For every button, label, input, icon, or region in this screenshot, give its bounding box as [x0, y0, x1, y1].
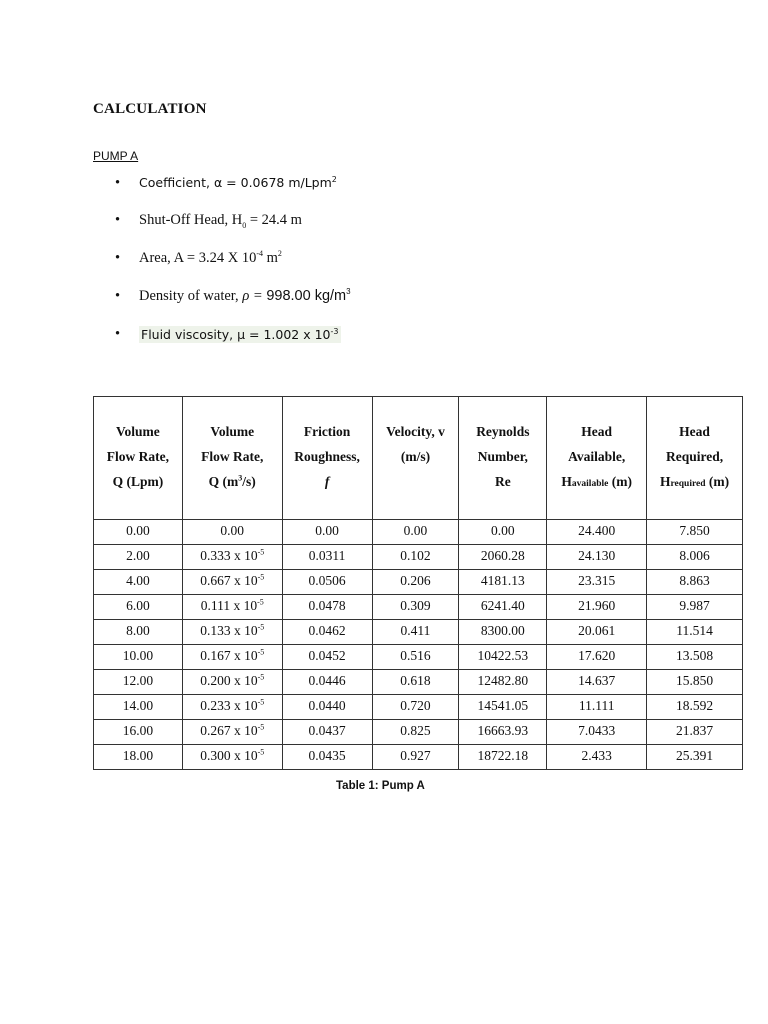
shutoff-value: = 24.4 m — [246, 212, 302, 228]
text: x 10 — [233, 648, 258, 663]
coefficient-text: Coefficient, α = 0.0678 m/Lpm — [139, 175, 332, 190]
column-header — [182, 397, 282, 520]
table-cell: 8.006 — [647, 545, 743, 570]
text: -5 — [257, 697, 265, 707]
table-cell: 14.00 — [94, 695, 183, 720]
table-cell: 7.0433 — [547, 720, 647, 745]
text: 0.333 — [200, 548, 231, 563]
table-cell: 4181.13 — [459, 570, 547, 595]
density-text: Density of water, — [139, 288, 243, 304]
table-cell — [182, 720, 282, 745]
text: -5 — [257, 622, 265, 632]
table-cell: 8.863 — [647, 570, 743, 595]
text: Roughness, — [294, 449, 360, 464]
table-cell — [182, 745, 282, 770]
text: (m/s) — [400, 449, 431, 464]
table-cell: 11.111 — [547, 695, 647, 720]
table-cell: 0.825 — [372, 720, 459, 745]
density-value: 998.00 — [266, 288, 311, 304]
table-cell: 6241.40 — [459, 595, 547, 620]
text: x 10 — [233, 748, 258, 763]
rho-symbol: ρ = — [242, 288, 267, 304]
text: -5 — [257, 747, 265, 757]
table-cell: 0.00 — [94, 520, 183, 545]
table-row — [94, 620, 743, 645]
table-row — [94, 645, 743, 670]
text: -5 — [257, 572, 265, 582]
table-cell: 0.720 — [372, 695, 459, 720]
exponent: -4 — [256, 249, 263, 259]
table-cell: 24.130 — [547, 545, 647, 570]
viscosity-text: Fluid viscosity, μ = 1.002 x 10 — [141, 327, 331, 342]
table-cell: 0.0311 — [282, 545, 372, 570]
text: Volume — [210, 424, 255, 439]
table-cell — [182, 595, 282, 620]
table-cell — [182, 645, 282, 670]
table-cell: 8.00 — [94, 620, 183, 645]
shutoff-text: Shut-Off Head, H — [139, 212, 243, 228]
text: Friction — [303, 424, 351, 439]
text: Volume — [116, 424, 160, 439]
text: Velocity, v — [386, 424, 445, 439]
density-unit: kg/m — [310, 288, 347, 304]
table-cell: 0.0452 — [282, 645, 372, 670]
table-cell: 4.00 — [94, 570, 183, 595]
text: 0.133 — [200, 623, 231, 638]
table-cell: 0.0435 — [282, 745, 372, 770]
table-cell: 0.618 — [372, 670, 459, 695]
text: (m) — [608, 474, 632, 489]
table-cell: 0.927 — [372, 745, 459, 770]
table-cell — [182, 695, 282, 720]
table-cell: 8300.00 — [459, 620, 547, 645]
subscript: 0 — [242, 220, 247, 230]
text: Flow Rate, — [106, 449, 170, 464]
table-cell: 23.315 — [547, 570, 647, 595]
text: 0.300 — [200, 748, 231, 763]
table-cell: 2.00 — [94, 545, 183, 570]
text: -5 — [257, 647, 265, 657]
table-cell: 9.987 — [647, 595, 743, 620]
text: Number, — [477, 449, 528, 464]
text: 0.267 — [200, 723, 231, 738]
table-row — [94, 695, 743, 720]
text: Q (m — [208, 474, 239, 489]
table-cell: 18.592 — [647, 695, 743, 720]
exponent: 2 — [331, 174, 337, 184]
text: x 10 — [233, 548, 258, 563]
text: x 10 — [233, 573, 258, 588]
table-cell: 0.00 — [372, 520, 459, 545]
column-header — [94, 397, 183, 520]
table-cell: 14541.05 — [459, 695, 547, 720]
text: Re — [494, 474, 511, 489]
table-cell: 18.00 — [94, 745, 183, 770]
table-cell: 0.102 — [372, 545, 459, 570]
table-cell: 24.400 — [547, 520, 647, 545]
table-cell — [182, 620, 282, 645]
table-cell: 16.00 — [94, 720, 183, 745]
table-cell: 0.00 — [459, 520, 547, 545]
page-heading: CALCULATION — [93, 101, 207, 117]
text: 0.167 — [200, 648, 231, 663]
table-cell: 14.637 — [547, 670, 647, 695]
table-cell: 6.00 — [94, 595, 183, 620]
text: Reynolds — [476, 424, 530, 439]
text: Required, — [665, 449, 724, 464]
area-text: Area, A = 3.24 X 10 — [139, 250, 257, 266]
table-cell: 7.850 — [647, 520, 743, 545]
text: Flow Rate, — [201, 449, 264, 464]
text: required — [670, 479, 706, 489]
table-row — [94, 570, 743, 595]
table-cell: 0.00 — [182, 520, 282, 545]
table-cell: 15.850 — [647, 670, 743, 695]
text: -5 — [257, 547, 265, 557]
text: 0.111 — [200, 598, 231, 613]
column-header — [647, 397, 743, 520]
text: available — [571, 479, 609, 489]
table-cell: 18722.18 — [459, 745, 547, 770]
bullet-icon: • — [115, 326, 121, 342]
table-cell: 0.0506 — [282, 570, 372, 595]
exponent: -3 — [330, 326, 339, 336]
table-row — [94, 745, 743, 770]
column-header — [372, 397, 459, 520]
exponent: 3 — [346, 287, 351, 297]
text: H — [561, 474, 572, 489]
table-cell — [182, 545, 282, 570]
table-cell: 21.960 — [547, 595, 647, 620]
column-header — [282, 397, 372, 520]
table-cell: 0.206 — [372, 570, 459, 595]
table-cell: 21.837 — [647, 720, 743, 745]
table-cell: 0.411 — [372, 620, 459, 645]
table-caption: Table 1: Pump A — [336, 780, 425, 792]
text: Q (Lpm) — [112, 474, 164, 489]
text: -5 — [257, 722, 265, 732]
text: x 10 — [233, 723, 258, 738]
table-cell: 20.061 — [547, 620, 647, 645]
table-cell: 12482.80 — [459, 670, 547, 695]
exponent: 2 — [277, 249, 282, 259]
text: /s) — [242, 474, 256, 489]
table-cell: 2060.28 — [459, 545, 547, 570]
section-title: PUMP A — [93, 149, 139, 163]
table-cell: 13.508 — [647, 645, 743, 670]
table-cell: 0.309 — [372, 595, 459, 620]
table-cell: 16663.93 — [459, 720, 547, 745]
table-cell: 0.516 — [372, 645, 459, 670]
bullet-icon: • — [115, 250, 121, 266]
text: f — [324, 474, 330, 489]
bullet-icon: • — [115, 288, 121, 304]
table-cell: 10422.53 — [459, 645, 547, 670]
area-unit: m — [263, 250, 278, 266]
text: x 10 — [233, 673, 258, 688]
text: Available, — [568, 449, 626, 464]
table-row — [94, 520, 743, 545]
text: 0.233 — [200, 698, 231, 713]
table-cell: 0.0437 — [282, 720, 372, 745]
column-header — [547, 397, 647, 520]
table-cell: 0.0478 — [282, 595, 372, 620]
table-row — [94, 720, 743, 745]
table-row — [94, 670, 743, 695]
text: x 10 — [233, 698, 258, 713]
pump-a-table — [93, 396, 743, 770]
table-cell: 2.433 — [547, 745, 647, 770]
text: 0.200 — [200, 673, 231, 688]
text: (m) — [705, 474, 730, 489]
table-cell: 0.00 — [282, 520, 372, 545]
text: x 10 — [233, 623, 258, 638]
text: -5 — [257, 597, 264, 607]
table-cell: 12.00 — [94, 670, 183, 695]
table-cell: 11.514 — [647, 620, 743, 645]
column-header — [459, 397, 547, 520]
table-cell — [182, 670, 282, 695]
bullet-icon: • — [115, 212, 121, 228]
text: H — [659, 474, 671, 489]
table-cell: 17.620 — [547, 645, 647, 670]
bullet-icon: • — [115, 175, 121, 191]
table-cell: 0.0446 — [282, 670, 372, 695]
table-cell: 0.0440 — [282, 695, 372, 720]
table-row — [94, 545, 743, 570]
text: 3 — [238, 473, 243, 483]
table-cell — [182, 570, 282, 595]
text: 0.667 — [200, 573, 231, 588]
table-cell: 0.0462 — [282, 620, 372, 645]
table-row — [94, 595, 743, 620]
text: x 10 — [233, 598, 258, 613]
text: Head — [581, 424, 613, 439]
table-cell: 10.00 — [94, 645, 183, 670]
table-cell: 25.391 — [647, 745, 743, 770]
text: Head — [679, 424, 710, 439]
text: -5 — [257, 672, 265, 682]
